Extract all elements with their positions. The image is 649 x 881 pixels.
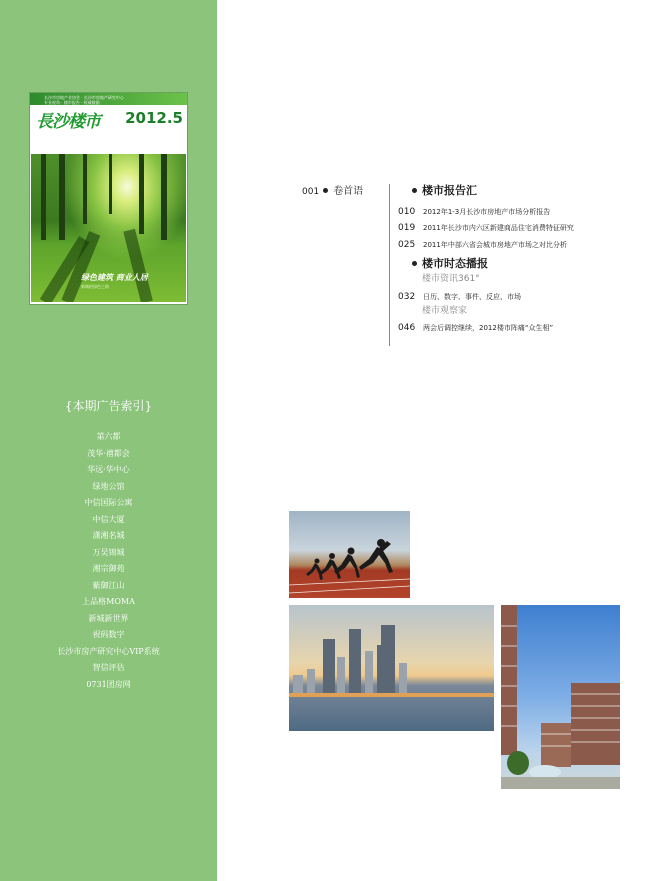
ad-index-item: 祝码数字 — [92, 630, 125, 639]
ad-index-item: 茂华·禧都会 — [87, 448, 130, 458]
tree-trunk — [41, 154, 46, 240]
section-title-text: 楼市时态播报 — [422, 257, 488, 270]
magazine-cover[interactable] — [29, 92, 188, 305]
section-title-text: 楼市报告汇 — [422, 184, 477, 197]
page-number: 032 — [398, 292, 416, 302]
sprinters-figures — [289, 511, 410, 598]
cover-title: 長沙楼市 — [36, 112, 100, 132]
sidebar — [0, 0, 217, 881]
entry-title: 日历、数字、事件、反应、市场 — [423, 293, 521, 301]
ad-index-item: 长沙市房产研究中心VIP系统 — [57, 646, 160, 656]
sprinters-photo — [289, 511, 410, 598]
toc-subsection-title: 楼市资讯361° — [422, 274, 480, 284]
ad-index-item: 万吴锦城 — [92, 547, 125, 557]
ad-index-item: 上品格MOMA — [82, 597, 135, 606]
cover-small-text: 专业视角 · 楼市报告 · 权威数据 — [44, 100, 100, 105]
ad-index-item: 湘宗御苑 — [92, 564, 125, 573]
ad-index-list — [0, 429, 217, 693]
page-number: 025 — [398, 240, 416, 250]
ad-index-item: 智信评估 — [92, 663, 125, 672]
ad-index-item: 紫御江山 — [92, 580, 125, 590]
skyscraper — [307, 669, 315, 695]
ad-index-item: 中信国际公寓 — [84, 498, 133, 507]
residential-building-photo — [501, 605, 620, 789]
cover-subline: 新城的绿色之路 — [81, 284, 109, 289]
toc-entry[interactable] — [398, 232, 567, 251]
tree-trunk — [161, 154, 167, 240]
ad-index-item: 第六都 — [96, 432, 121, 441]
bullet-icon — [412, 261, 417, 266]
toc-subsection-title: 楼市观察家 — [422, 306, 468, 316]
bullet-icon — [323, 188, 328, 193]
tree-trunk — [83, 154, 87, 224]
toc-entry[interactable] — [398, 315, 553, 334]
toc-section-title — [412, 182, 477, 198]
skyscraper — [323, 639, 335, 695]
toc-entry[interactable] — [398, 284, 521, 303]
bullet-icon — [412, 188, 417, 193]
page-number: 010 — [398, 207, 416, 217]
tree — [507, 751, 529, 775]
skyscraper — [365, 651, 373, 695]
city-skyline-photo — [289, 605, 494, 731]
entry-title: 2012年1-3月长沙市房地产市场分析报告 — [423, 208, 551, 216]
entry-title: 2011年中部六省会城市房地产市场之对比分析 — [423, 241, 567, 249]
ad-index-heading: {本期广告索引} — [64, 399, 153, 413]
ad-index-item: 华远·华中心 — [87, 465, 130, 474]
building-block — [571, 683, 620, 765]
cover-issue: 2012.5 — [125, 109, 183, 127]
cover-photo — [31, 154, 186, 302]
ad-index-item: 中信大厦 — [92, 514, 125, 524]
tree-shadow — [123, 229, 153, 302]
skyscraper — [399, 663, 407, 695]
tree-trunk — [109, 154, 112, 214]
cover-headline: 绿色建筑 商业人居 — [81, 273, 148, 282]
page-number: 046 — [398, 323, 416, 333]
skyscraper — [293, 675, 303, 695]
page-number: 001 — [302, 187, 320, 197]
entry-title: 两会后调控继续，2012楼市阵痛“众生相” — [423, 324, 554, 332]
plaza — [501, 777, 620, 789]
toc-divider — [389, 184, 390, 346]
skyscraper — [337, 657, 345, 695]
toc-section-title — [412, 255, 488, 271]
ad-index-item: 潇湘名城 — [92, 531, 125, 540]
tree-trunk — [139, 154, 144, 234]
toc-preface-label: 卷首语 — [333, 186, 364, 197]
entry-title: 2011年长沙市内六区新建商品住宅消费特征研究 — [423, 224, 574, 232]
ad-index-item: 新城新世界 — [88, 613, 129, 623]
toc-preface[interactable] — [302, 182, 363, 197]
building-block — [541, 723, 571, 767]
riverbank-lights — [289, 693, 494, 697]
ad-index-item: 0731团房网 — [86, 679, 131, 689]
page-number: 019 — [398, 223, 416, 233]
cover-small-text: 长沙市房地产业协会 · 长沙市房地产研究中心 — [44, 95, 124, 100]
skyscraper — [381, 625, 395, 695]
skyscraper — [349, 629, 361, 695]
tree-trunk — [59, 154, 65, 240]
building-block — [501, 605, 517, 755]
ad-index-item: 绿地公馆 — [92, 481, 125, 491]
